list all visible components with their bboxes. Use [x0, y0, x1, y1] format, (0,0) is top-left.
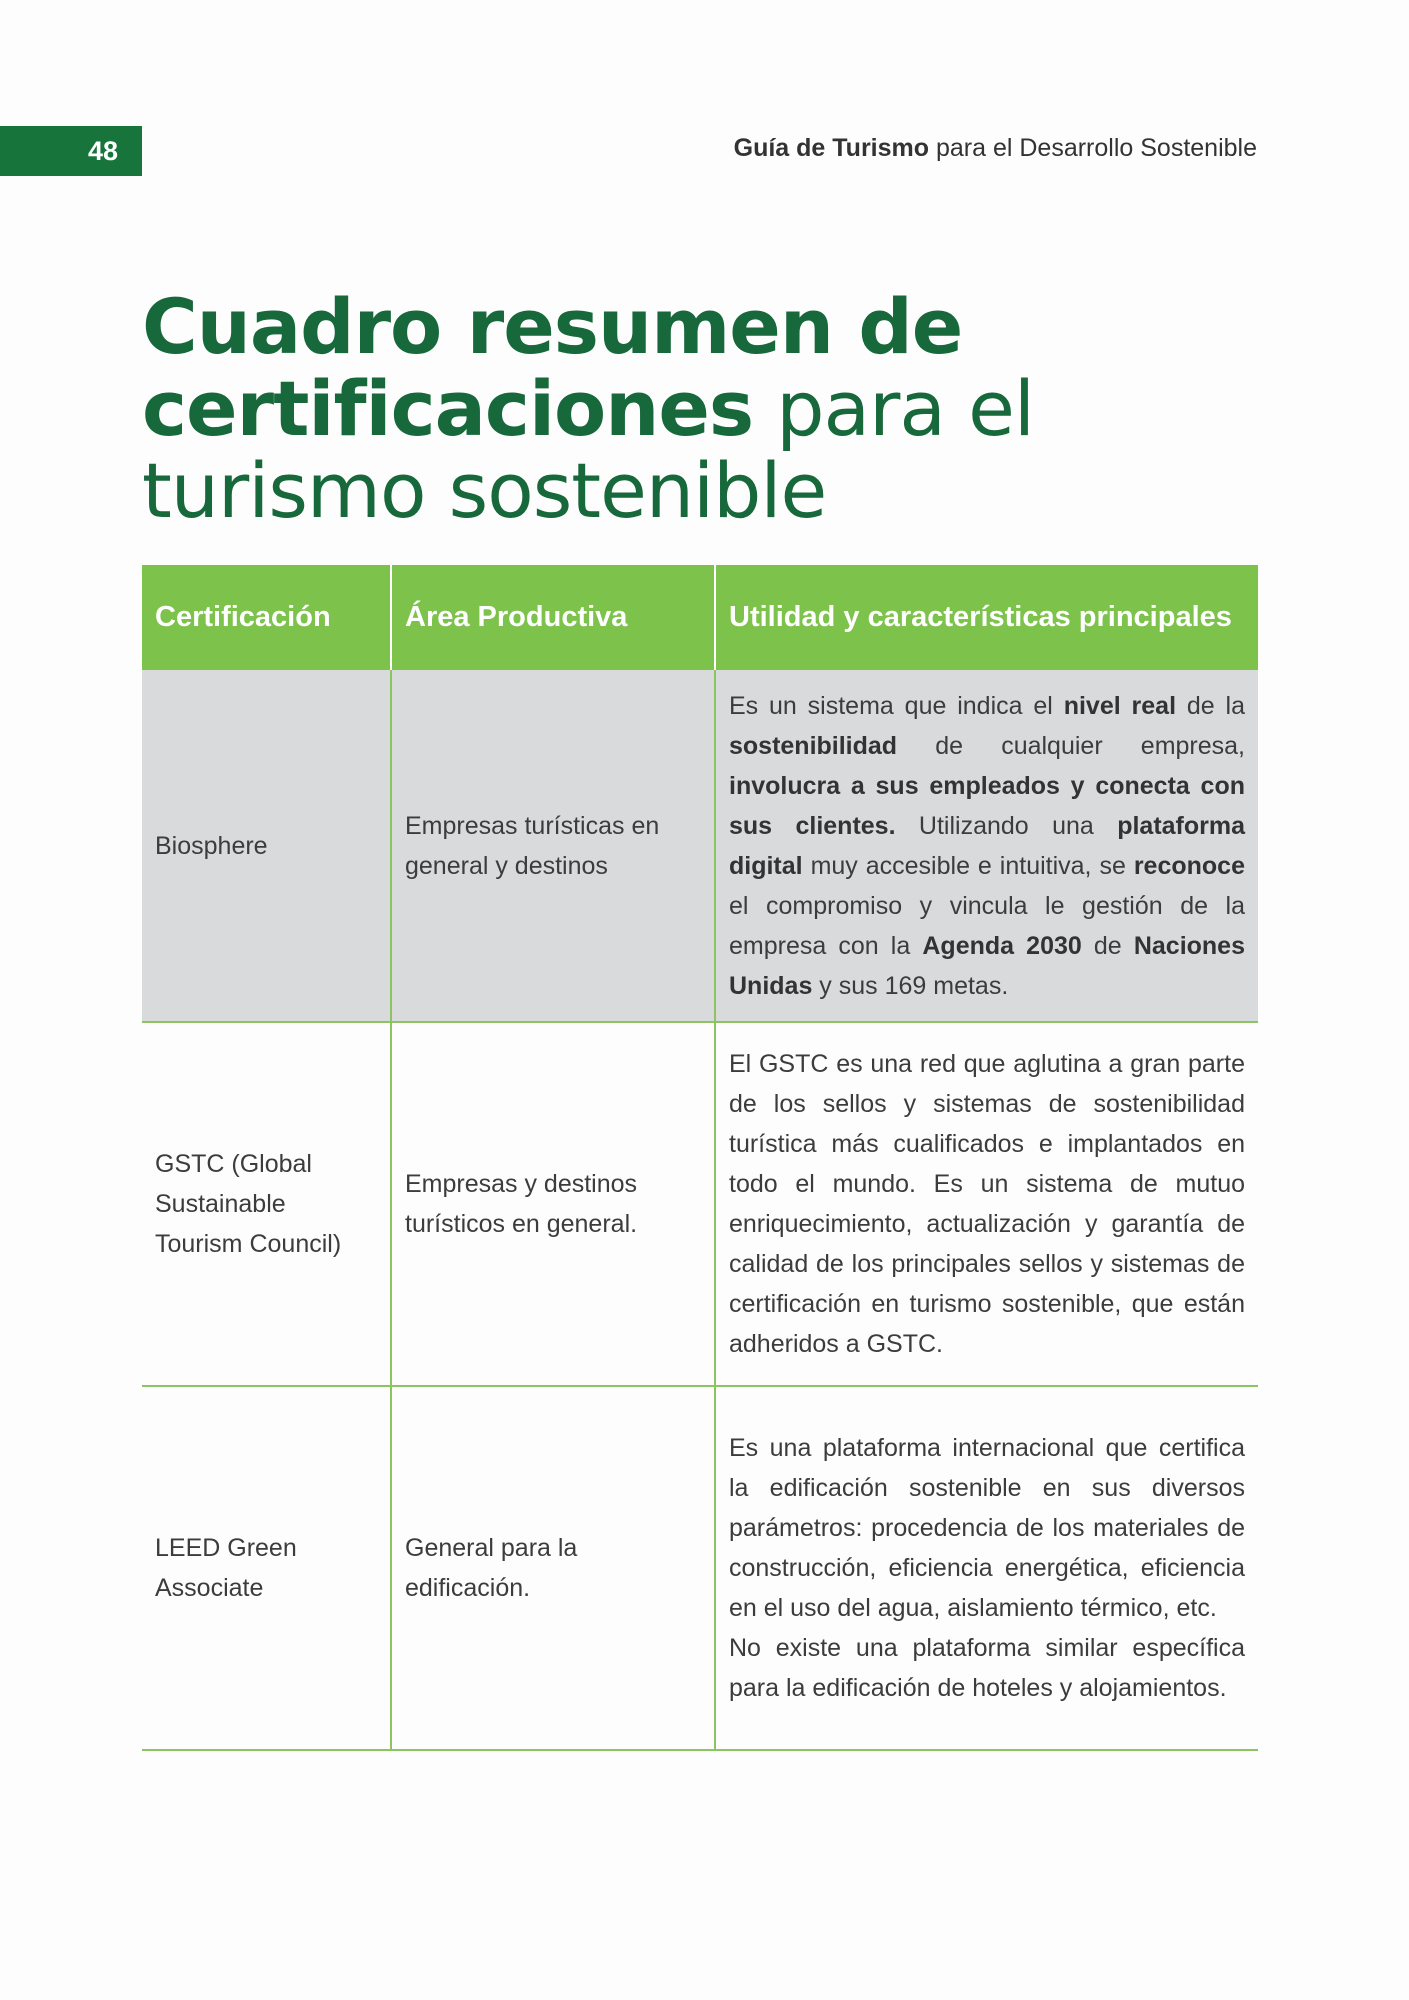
desc-text: de cualquier empresa,: [897, 731, 1245, 760]
page-number: 48: [0, 126, 142, 176]
title-line-2: [142, 364, 1242, 453]
area-cell: Empresas turísticas en general y destinos: [391, 670, 715, 1022]
title-line-2-bold: certificaciones: [142, 364, 754, 453]
area-cell: Empresas y destinos turísticos en general.: [391, 1022, 715, 1386]
desc-paragraph: Es una plataforma internacional que certifica la edificación sostenible en sus diversos parámetros: procedencia de los materiales de construcción, eficiencia energética, eficiencia en el uso del agua, aislamiento térmico, etc.: [729, 1434, 1245, 1622]
title-line-2-light: para el: [776, 364, 1034, 453]
column-header-area: Área Productiva: [391, 565, 715, 670]
title-line-1: Cuadro resumen de: [142, 282, 963, 371]
desc-bold: involucra a sus empleados y conecta con sus clientes.: [729, 771, 1245, 840]
page-title: [142, 282, 1242, 535]
running-header: [734, 134, 1257, 163]
desc-bold: plataforma digital: [729, 811, 1246, 880]
desc-text: Es un sistema que indica el: [729, 691, 1064, 720]
desc-text: Utilizando una: [895, 811, 1118, 840]
desc-bold: nivel real: [1063, 691, 1177, 720]
desc-paragraph: No existe una plataforma similar específica para la edificación de hoteles y alojamientos.: [729, 1634, 1245, 1702]
desc-text: de: [1081, 931, 1134, 960]
certifications-table: [142, 565, 1258, 1751]
desc-bold: Naciones Unidas: [729, 931, 1245, 1000]
certificacion-cell: GSTC (Global Sustainable Tourism Council): [155, 1150, 342, 1258]
desc-text: el compromiso y vincula le gestión de la empresa con la: [729, 891, 1245, 960]
table-row: [142, 670, 1258, 1022]
desc-bold: sostenibilidad: [729, 731, 898, 760]
table-row: [142, 1022, 1258, 1386]
desc-text: de la: [1176, 691, 1245, 720]
certificacion-cell: Biosphere: [142, 670, 391, 1022]
desc-bold: Agenda 2030: [922, 931, 1082, 960]
column-header-utilidad: Utilidad y características principales: [715, 565, 1258, 670]
guide-title-rest: para el Desarrollo Sostenible: [935, 134, 1257, 162]
desc-bold: reconoce: [1133, 851, 1245, 880]
certificacion-cell: LEED Green Associate: [155, 1534, 297, 1602]
guide-title-bold: Guía de Turismo: [733, 134, 930, 162]
area-cell: General para la edificación.: [391, 1386, 715, 1750]
desc-text: y sus 169 metas.: [812, 971, 1009, 1000]
description-cell: [715, 1386, 1258, 1750]
desc-text: muy accesible e intuitiva, se: [802, 851, 1134, 880]
table-header-row: [142, 565, 1258, 670]
description-cell: [715, 670, 1258, 1022]
description-cell: El GSTC es una red que aglutina a gran parte de los sellos y sistemas de sostenibilidad turística más cualificados e implantados en todo el mundo. Es un sistema de mutuo enriquecimiento, actualización y garantía de calidad de los principales sellos y sistemas de certificación en turismo sostenible, que están adheridos a GSTC.: [715, 1022, 1258, 1386]
title-line-3: turismo sostenible: [142, 446, 827, 535]
column-header-certificacion: Certificación: [142, 565, 391, 670]
table-row: [142, 1386, 1258, 1750]
